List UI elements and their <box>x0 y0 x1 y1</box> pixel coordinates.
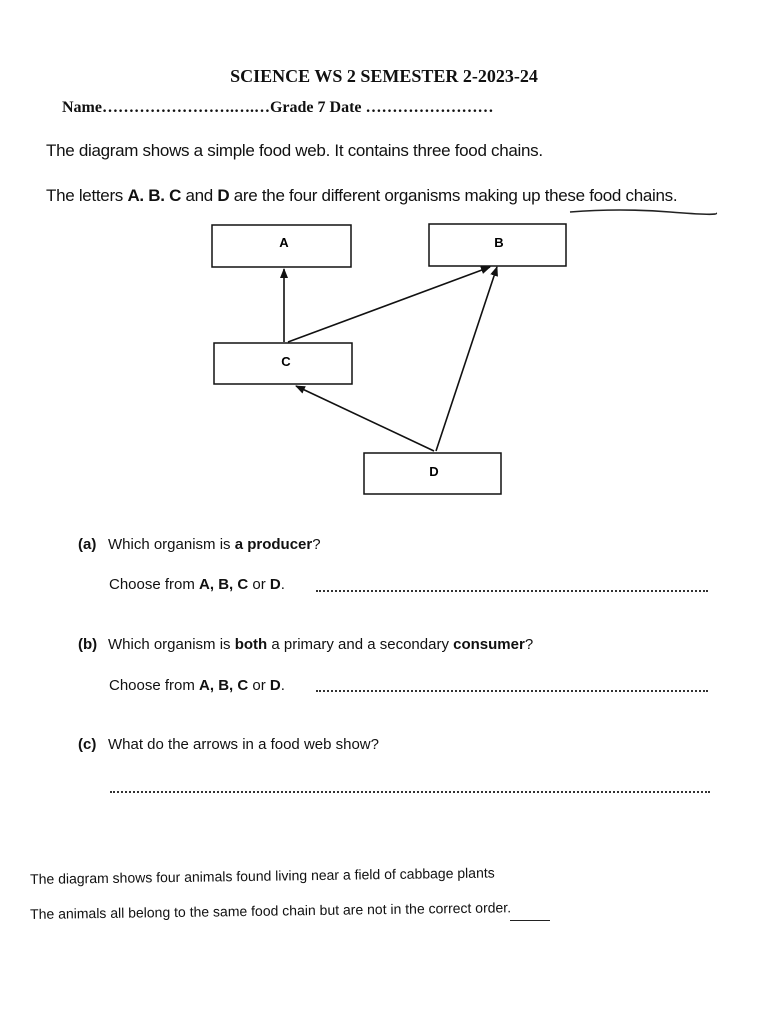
intro-and: and <box>181 186 218 205</box>
choose-a-letters: A, B, C <box>199 576 249 593</box>
intro-letters: A. B. C <box>127 186 182 205</box>
choose-a-d: D <box>269 576 281 593</box>
bottom-line-2: The animals all belong to the same food chain but are not in the correct order. <box>30 899 512 922</box>
intro-letter-d: D <box>217 186 230 205</box>
question-b-bold-2: consumer <box>453 636 525 653</box>
question-c-label: (c) <box>78 736 97 753</box>
question-a-text-start: Which organism is <box>108 536 235 553</box>
intro-line-2-end: are the four different organisms making up these food chains. <box>229 186 678 205</box>
question-b-choose <box>109 677 285 694</box>
node-label-a: A <box>279 235 289 250</box>
choose-b-letters: A, B, C <box>199 677 249 694</box>
answer-line-b[interactable] <box>316 690 708 692</box>
choose-b-start: Choose from <box>109 677 200 694</box>
worksheet-title: SCIENCE WS 2 SEMESTER 2-2023-24 <box>230 66 538 86</box>
intro-line-2 <box>46 186 677 206</box>
question-c-text: What do the arrows in a food web show? <box>108 736 379 753</box>
choose-a-start: Choose from <box>109 576 200 593</box>
question-a-bold: a producer <box>234 536 313 553</box>
question-a-label: (a) <box>78 536 97 553</box>
node-label-c: C <box>281 354 291 369</box>
question-b-text-start: Which organism is <box>108 636 235 653</box>
question-b-text-mid: a primary and a secondary <box>267 636 454 653</box>
choose-b-end: . <box>280 677 285 694</box>
node-label-b: B <box>494 235 504 250</box>
question-b <box>78 636 533 653</box>
choose-b-d: D <box>269 677 281 694</box>
answer-line-a[interactable] <box>316 590 708 592</box>
question-c <box>78 736 379 753</box>
question-b-label: (b) <box>78 636 98 653</box>
question-a <box>78 536 321 553</box>
question-b-text-end: ? <box>524 636 534 653</box>
arrow-d-to-b <box>436 267 497 451</box>
bottom-underline-mark <box>510 920 550 921</box>
bottom-line-1: The diagram shows four animals found living near a field of cabbage plants <box>30 864 495 887</box>
answer-line-c[interactable] <box>110 791 710 793</box>
food-web-diagram <box>200 215 580 505</box>
arrow-d-to-c <box>296 386 434 451</box>
choose-a-or: or <box>248 576 270 593</box>
node-label-d: D <box>429 464 439 479</box>
question-a-text-end: ? <box>312 536 321 553</box>
question-b-bold-1: both <box>234 636 268 653</box>
arrow-c-to-b <box>288 267 490 342</box>
choose-b-or: or <box>248 677 270 694</box>
name-grade-date-line: Name…………………….….…Grade 7 Date …………………… <box>62 99 494 116</box>
choose-a-end: . <box>280 576 285 593</box>
handwritten-underline <box>560 204 720 218</box>
question-a-choose <box>109 576 285 593</box>
intro-line-2-start: The letters <box>46 186 128 205</box>
intro-line-1: The diagram shows a simple food web. It contains three food chains. <box>46 141 543 160</box>
